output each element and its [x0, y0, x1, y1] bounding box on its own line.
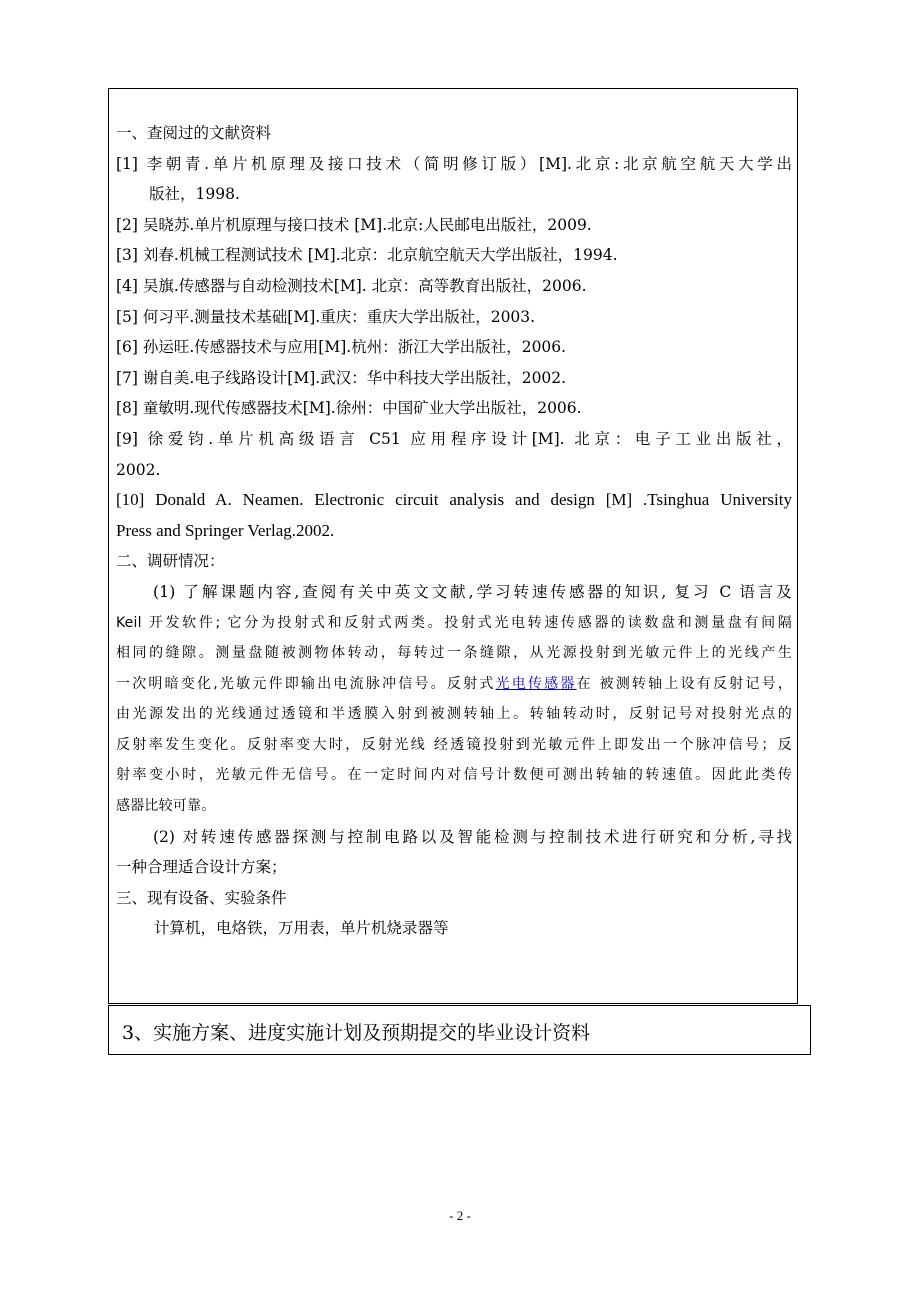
reference-item: [4] 吴旗.传感器与自动检测技术[M]. 北京：高等教育出版社，2006. [116, 276, 587, 295]
reference-item: [3] 刘春.机械工程测试技术 [M].北京：北京航空航天大学出版社，1994. [116, 246, 618, 265]
reference-item: [1] 李朝青.单片机原理及接口技术（简明修订版）[M].北京:北京航空航天大学出 [116, 154, 792, 173]
section-heading: 二、调研情况： [116, 552, 225, 571]
paragraph-text: 一次明暗变化,光敏元件即输出电流脉冲信号。反射式 [116, 675, 496, 692]
paragraph-line: (1) 了解课题内容,查阅有关中英文文献,学习转速传感器的知识, 复习 C 语言及 [153, 582, 792, 601]
paragraph-line [116, 669, 792, 700]
research-paragraph-2: (2) 对转速传感器探测与控制电路以及智能检测与控制技术进行研究和分析,寻找 [153, 827, 792, 846]
paragraph-line: Keil 开发软件; 它分为投射式和反射式两类。投射式光电转速传感器的读数盘和测量盘有间隔 [116, 614, 792, 631]
reference-item: [5] 何习平.测量技术基础[M].重庆：重庆大学出版社，2003. [116, 307, 536, 326]
paragraph-text: 在 被测转轴上设有反射记号， [576, 675, 793, 692]
section-heading: 一、查阅过的文献资料 [116, 124, 272, 142]
reference-item: [2] 吴晓苏.单片机原理与接口技术 [M].北京:人民邮电出版社，2009. [116, 215, 592, 234]
reference-item: [8] 童敏明.现代传感器技术[M].徐州：中国矿业大学出版社，2006. [116, 399, 582, 418]
equipment-text: 计算机，电烙铁，万用表，单片机烧录器等 [154, 919, 449, 938]
paragraph-line: 由光源发出的光线通过透镜和半透膜入射到被测转轴上。转轴转动时，反射记号对投射光点的 [116, 706, 792, 723]
reference-item: [7] 谢自美.电子线路设计[M].武汉：华中科技大学出版社，2002. [116, 368, 567, 387]
research-paragraph-1 [116, 577, 792, 822]
paragraph-line: 反射率发生变化。反射率变大时，反射光线 经透镜投射到光敏元件上即发出一个脉冲信号；反 [116, 736, 792, 753]
reference-continuation: Press and Springer Verlag.2002. [116, 520, 335, 540]
page-number: - 2 - [449, 1208, 471, 1223]
optical-sensor-link[interactable]: 光电传感器 [495, 675, 577, 692]
reference-item: [10] Donald A. Neamen. Electronic circuit analysis and design [M] .Tsinghua University [116, 490, 792, 510]
reference-continuation: 版社，1998. [149, 185, 240, 204]
paragraph-line: 一种合理适合设计方案； [116, 858, 287, 877]
paragraph-line: 相同的缝隙。测量盘随被测物体转动，每转过一条缝隙，从光源投射到光敏元件上的光线产生 [116, 645, 792, 662]
reference-item: [6] 孙运旺.传感器技术与应用[M].杭州：浙江大学出版社，2006. [116, 338, 567, 357]
paragraph-line: 射率变小时，光敏元件无信号。在一定时间内对信号计数便可测出转轴的转速值。因此此类传 [116, 767, 792, 784]
reference-item: [9] 徐爱钧.单片机高级语言 C51 应用程序设计[M]. 北京：电子工业出版社， [116, 429, 792, 448]
paragraph-line: 感器比较可靠。 [116, 798, 216, 815]
section-heading: 三、现有设备、实验条件 [116, 888, 287, 907]
implementation-plan-title: 3、实施方案、进度实施计划及预期提交的毕业设计资料 [122, 1022, 591, 1044]
reference-continuation: 2002. [116, 460, 161, 479]
document-content [116, 118, 792, 944]
